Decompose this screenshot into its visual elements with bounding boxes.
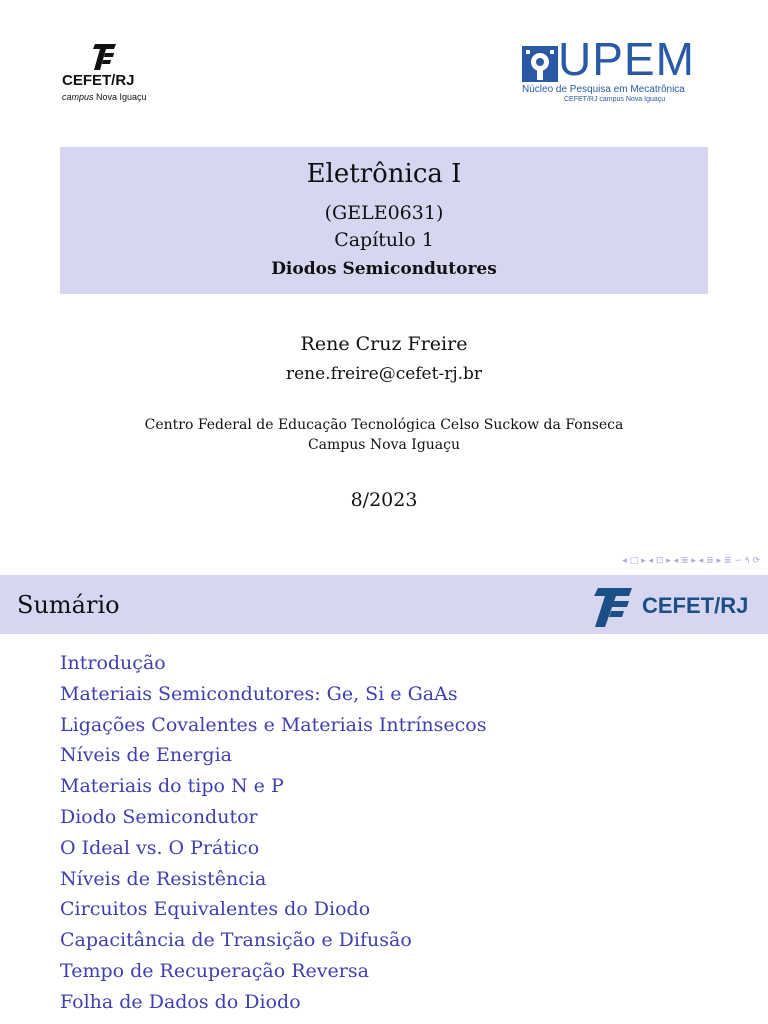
cefet-mark-icon	[592, 585, 636, 629]
toc-item[interactable]: Ligações Covalentes e Materiais Intrínsecos	[60, 713, 487, 736]
toc-item[interactable]: O Ideal vs. O Prático	[60, 836, 260, 859]
toc-item[interactable]: Níveis de Energia	[60, 744, 232, 767]
nupem-wordmark: UPEM	[558, 33, 695, 85]
nupem-line1: Núcleo de Pesquisa em Mecatrônica	[522, 84, 685, 95]
toc-item[interactable]: Níveis de Resistência	[60, 867, 267, 890]
summary-slide	[0, 575, 768, 1024]
toc-item[interactable]: Materiais do tipo N e P	[60, 775, 284, 798]
campus-name: Campus Nova Iguaçu	[307, 437, 461, 453]
nupem-line2: CEFET/RJ campus Nova Iguaçu	[564, 96, 666, 103]
header-cefet-logo	[592, 585, 768, 629]
chapter-subtitle: Diodos Semicondutores	[271, 259, 497, 279]
cefet-logo	[62, 42, 172, 106]
toc-item[interactable]: Capacitância de Transição e Difusão	[60, 929, 412, 952]
author-name: Rene Cruz Freire	[300, 333, 468, 355]
toc-item[interactable]: Tempo de Recuperação Reversa	[60, 959, 369, 982]
nupem-robot-icon	[520, 44, 560, 84]
cefet-mark-icon	[92, 42, 118, 72]
course-title: Eletrônica I	[306, 159, 462, 189]
frame-title: Sumário	[17, 591, 120, 619]
toc-item[interactable]: Materiais Semicondutores: Ge, Si e GaAs	[60, 682, 458, 705]
cefet-logo-name: CEFET/RJ	[62, 72, 135, 89]
toc-item[interactable]: Introdução	[60, 652, 166, 674]
cefet-logo-sub: campus Nova Iguaçu	[62, 92, 147, 102]
frame-header	[0, 575, 768, 634]
toc-item[interactable]: Circuitos Equivalentes do Diodo	[60, 898, 371, 921]
toc-item[interactable]: Diodo Semicondutor	[60, 805, 258, 828]
chapter-label: Capítulo 1	[334, 229, 434, 251]
presentation-date: 8/2023	[350, 489, 418, 511]
header-logo-name: CEFET/RJ	[642, 593, 749, 618]
toc-item[interactable]: Folha de Dados do Diodo	[60, 990, 301, 1013]
institution-name: Centro Federal de Educação Tecnológica Celso Suckow da Fonseca	[144, 417, 624, 433]
author-email: rene.freire@cefet-rj.br	[285, 364, 483, 384]
table-of-contents	[60, 648, 486, 1018]
beamer-navigation-icons[interactable]: ◂ □ ▸ ◂ ⊡ ▸ ◂ ≣ ▸ ◂ ≣ ▸ ≣ ∽ ۹ ⟳	[622, 556, 760, 566]
title-box	[60, 147, 708, 294]
nupem-logo	[518, 33, 718, 106]
course-code: (GELE0631)	[324, 202, 444, 224]
